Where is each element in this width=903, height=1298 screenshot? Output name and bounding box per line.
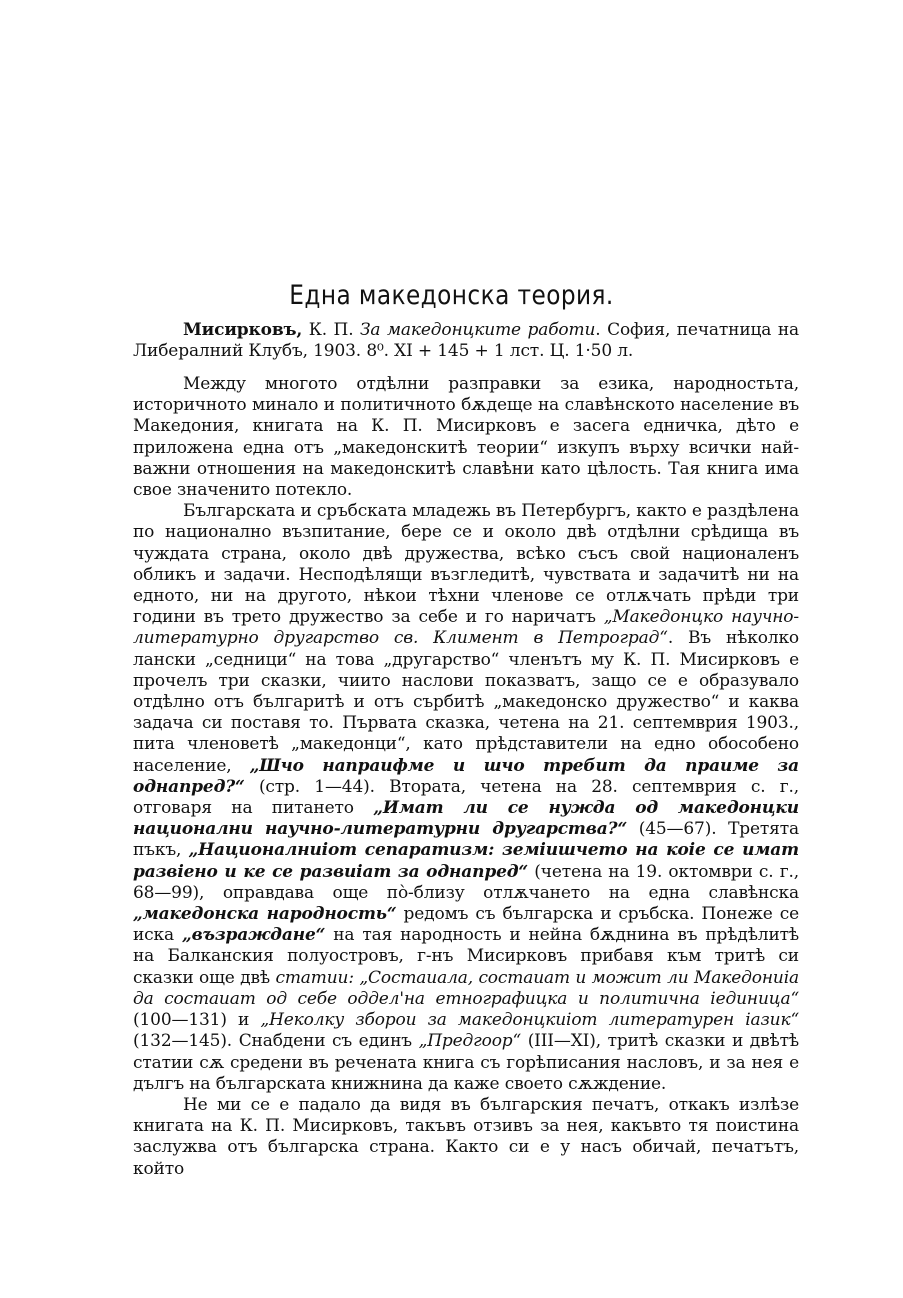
article-body [133, 374, 799, 1180]
lecture-title-3: „Националниiот сепаратизм: земiишчето на коiе се имат развiено и ке се развиiат за однапред“ [133, 840, 799, 882]
lecture-title-2: „Имат ли се нужда од македонцки национални научно-литературни другарства?“ [133, 798, 799, 840]
lecture-title-1: „Шчо напраифме и шчо требит да праиме за однапред?“ [133, 755, 799, 797]
paragraph-text: редомъ съ българска и сръбска. Понеже се иска [133, 904, 799, 946]
paragraph-3 [133, 1095, 799, 1180]
paragraph-text: Между многото отдѣлни разправки за езика, народностьта, историчното минало и политичното бѫдеще на славѣнското население въ Македония, книгата на К. П. Мисирковъ е засега едничка, дѣто е приложена една отъ „македонскитѣ теории“ изкупъ върху всички най-важни отношения на македонскитѣ славѣни като цѣлость. Тая книга има свое значенито потекло. [133, 374, 799, 501]
preface-title: „Предгоор“ [418, 1031, 522, 1052]
paragraph-text: (четена на 19. октомври с. г., 68—99), оправдава още по̀-близу отлѫчането на една славѣнска [133, 861, 799, 903]
article-title-1: статии: „Состаиала, состаиат и можит ли Македониiа да состаиат од себе оддел'на етнографицка и политична iединица“ [133, 967, 799, 1009]
paragraph-text: (стр. 1—44). Втората, четена на 28. септемврия с. г., отговаря на питането [133, 776, 799, 819]
society-name: „Македонцко научно-литературно другарство св. Климент в Петроград“ [133, 607, 799, 649]
quoted-term: „възраждане“ [181, 925, 326, 946]
paragraph-text: Българската и сръбската младежь въ Петербургъ, както е раздѣлена по национално възпитание, бере се и около двѣ отдѣлни срѣдища въ чуждата страна, около двѣ дружества, всѣко съсъ свой националенъ обликъ и задачи. Несподѣлящи възгледитѣ, чувствата и задачитѣ ни на едното, ни на другото, нѣкои тѣхни членове се отлѫчать прѣди три години въ трето дружество за себе и го наричатъ [133, 501, 799, 628]
paragraph-text: Не ми се е падало да видя въ българския печатъ, откакъ излѣзе книгата на К. П. Мисирковъ, такъвъ отзивъ за нея, какъвто тя поистина заслужва отъ българска страна. Както си е у насъ обичай, печатътъ, който [133, 1094, 799, 1179]
bibliographic-reference [133, 320, 799, 362]
paragraph-text: (45—67). Третята пъкъ, [133, 819, 799, 861]
paragraph-text: . Въ нѣколко лански „седници“ на това „другарство“ членътъ му К. П. Мисирковъ е прочелъ три сказки, чиито наслови показватъ, защо се е образувало отдѣлно отъ българитѣ и отъ сърбитѣ „македонско дружество“ и каква задача си поставя то. Първата сказка, четена на 21. септемврия 1903., пита членоветѣ „македонци“, като прѣдставители на едно обособено население, [133, 628, 799, 776]
article-title: Една македонска теория. [289, 280, 614, 311]
paragraph-1 [133, 374, 799, 501]
paragraph-text: (132—145). Снабдени съ единъ [133, 1031, 419, 1052]
book-title: За македонцките работи [359, 320, 596, 340]
paragraph-text: на тая народность и нейна бѫднина въ прѣдѣлитѣ на Балканския полуостровъ, г-нъ Мисирковъ прибавя към тритѣ си сказки още двѣ [133, 925, 799, 988]
paragraph-text: (III—XI), тритѣ сказки и двѣтѣ статии сѫ средени въ речената книга съ горѣписания насловъ, и за нея е дългъ на българската книжнина да каже своето сѫждение. [133, 1031, 799, 1094]
paragraph-2 [133, 501, 799, 1095]
author-initials: К. П. [302, 320, 360, 340]
author-name: Мисирковъ, [183, 320, 303, 340]
quoted-term: „македонска народность“ [133, 904, 397, 925]
paragraph-text: (100—131) и [133, 1010, 261, 1031]
bibliographic-entry [133, 320, 799, 362]
article-title-2: „Неколку зборои за македонцкиiот литературен iазик“ [260, 1010, 799, 1031]
publication-details: . София, печатница на Либералний Клубъ, 1903. 8⁰. XI + 145 + 1 лст. Ц. 1·50 л. [133, 320, 799, 362]
